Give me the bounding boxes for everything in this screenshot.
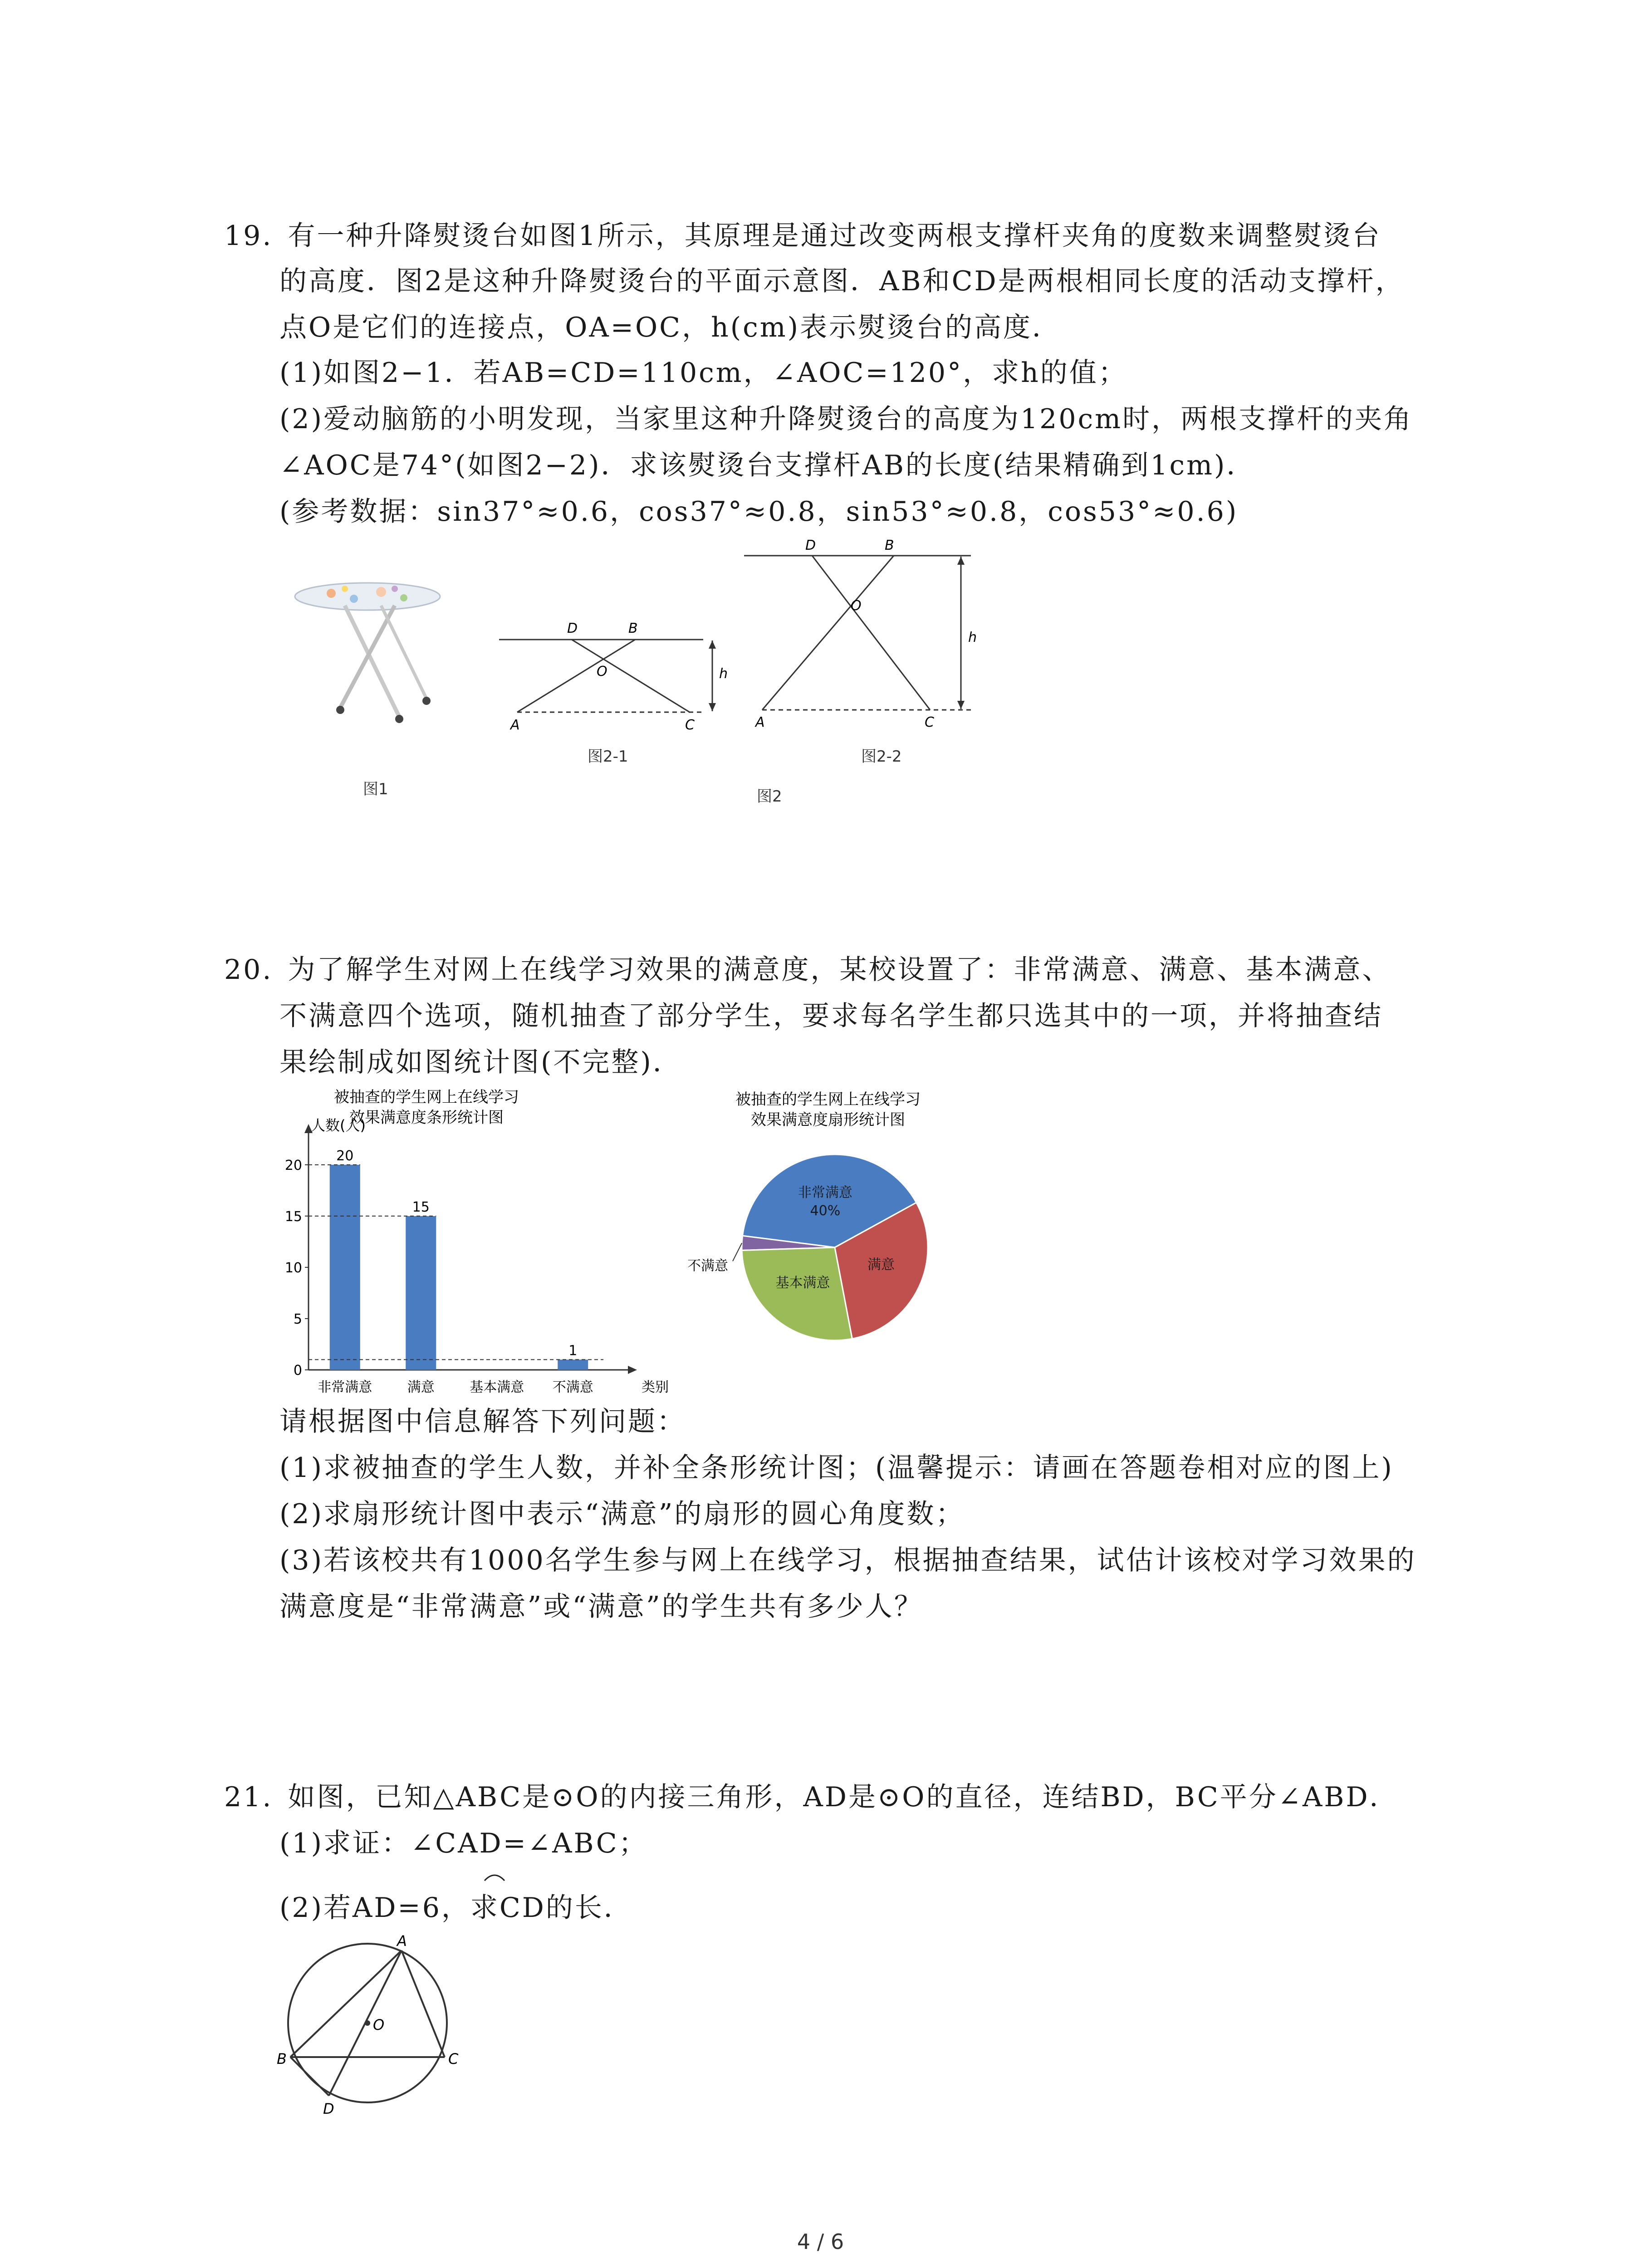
q20-line-2: 不满意四个选项，随机抽查了部分学生，要求每名学生都只选其中的一项，并将抽查结 <box>279 1000 1383 1032</box>
q20-after-line-1: 请根据图中信息解答下列问题： <box>279 1406 686 1437</box>
pie-chart-subtitle: 效果满意度扇形统计图 <box>751 1111 905 1129</box>
point-D-label: D <box>323 2100 334 2117</box>
q19-line-5: (2)爱动脑筋的小明发现，当家里这种升降熨烫台的高度为120cm时，两根支撑杆的夹角 <box>279 403 1413 435</box>
pie-label: 满意 <box>867 1257 895 1273</box>
bar-chart-title: 被抽查的学生网上在线学习 <box>334 1088 519 1106</box>
point-O-label: O <box>851 598 862 614</box>
figure-2-1-diagram <box>490 608 744 735</box>
q20-after-line-3: (2)求扇形统计图中表示“满意”的扇形的圆心角度数； <box>279 1498 965 1530</box>
point-D-label: D <box>567 621 578 636</box>
leader-line <box>733 1243 742 1261</box>
figure-2-2-diagram <box>744 535 998 735</box>
y-tick-label: 10 <box>284 1260 302 1276</box>
point-D-label: D <box>805 538 816 553</box>
point-O-label: O <box>597 664 607 679</box>
point-A-label: A <box>755 714 765 730</box>
category-label: 非常满意 <box>318 1379 372 1395</box>
page-number: 4 / 6 <box>797 2229 844 2254</box>
category-label: 基本满意 <box>470 1379 524 1395</box>
q19-line-7: (参考数据：sin37°≈0.6，cos37°≈0.8，sin53°≈0.8，cos53°≈0.6) <box>279 496 1239 528</box>
bar-value-label: 20 <box>336 1148 354 1164</box>
y-tick-label: 0 <box>293 1363 302 1378</box>
y-tick-label: 5 <box>293 1311 302 1327</box>
ironing-board-illustration <box>290 567 454 730</box>
category-label: 不满意 <box>552 1379 593 1395</box>
q20-after-line-4: (3)若该校共有1000名学生参与网上在线学习，根据抽查结果，试估计该校对学习效果的 <box>279 1545 1416 1576</box>
q19-line-6: ∠AOC是74°(如图2−2)．求该熨烫台支撑杆AB的长度(结果精确到1cm)． <box>279 450 1256 481</box>
height-h-label: h <box>719 666 728 682</box>
q19-line-4: (1)如图2−1．若AB=CD=110cm，∠AOC=120°，求h的值； <box>279 357 1127 389</box>
fig21-caption: 图2-1 <box>588 748 628 766</box>
point-O-label: O <box>373 2016 385 2033</box>
x-axis-arrow <box>628 1366 637 1374</box>
bar-1 <box>406 1216 436 1370</box>
fig1-caption: 图1 <box>363 780 388 798</box>
pie-chart-title: 被抽查的学生网上在线学习 <box>735 1090 921 1109</box>
pie-pct-label: 40% <box>810 1203 841 1219</box>
bar-value-label: 15 <box>412 1199 430 1215</box>
q19-line-2: 的高度．图2是这种升降熨烫台的平面示意图．AB和CD是两根相同长度的活动支撑杆， <box>279 265 1405 297</box>
bar-0 <box>330 1165 360 1370</box>
q20-line-1: 20. 为了解学生对网上在线学习效果的满意度，某校设置了：非常满意、满意、基本满意、 <box>224 954 1391 986</box>
bar-value-label: 1 <box>568 1343 578 1359</box>
bar-chart <box>254 1084 669 1411</box>
pie-label: 不满意 <box>687 1258 728 1274</box>
q21-line-2: (1)求证：∠CAD=∠ABC； <box>279 1828 648 1859</box>
q20-after-line-2: (1)求被抽查的学生人数，并补全条形统计图；(温馨提示：请画在答题卷相对应的图上) <box>279 1452 1394 1484</box>
category-label: 满意 <box>407 1379 435 1395</box>
arc-mark <box>481 1869 508 1882</box>
pie-slice-2 <box>742 1247 852 1340</box>
pie-label: 非常满意 <box>798 1185 852 1201</box>
q21-line-3: (2)若AD=6，求CD的长． <box>279 1892 633 1924</box>
point-A-label: A <box>510 717 520 733</box>
point-C-label: C <box>448 2050 459 2068</box>
q19-line-1: 19. 有一种升降熨烫台如图1所示，其原理是通过改变两根支撑杆夹角的度数来调整熨烫台 <box>224 220 1381 252</box>
q20-line-3: 果绘制成如图统计图(不完整)． <box>279 1046 682 1078</box>
circle-diagram <box>272 1928 472 2127</box>
y-tick-label: 20 <box>284 1157 302 1173</box>
y-axis-label: 人数(人) <box>311 1117 366 1134</box>
q21-number: 21. <box>224 1781 273 1813</box>
point-C-label: C <box>685 717 695 733</box>
pie-label: 基本满意 <box>775 1275 830 1291</box>
pie-chart <box>653 1084 980 1374</box>
q19-number: 19. <box>224 220 273 252</box>
bar-3 <box>558 1359 588 1370</box>
height-h-label: h <box>968 630 977 645</box>
fig2-caption: 图2 <box>757 787 782 806</box>
fig22-caption: 图2-2 <box>861 748 902 766</box>
y-tick-label: 15 <box>284 1208 302 1225</box>
point-B-label: B <box>277 2050 287 2068</box>
x-axis-label: 类别 <box>642 1379 669 1395</box>
q20-after-line-5: 满意度是“非常满意”或“满意”的学生共有多少人？ <box>279 1591 923 1623</box>
bar-chart-subtitle: 效果满意度条形统计图 <box>349 1109 504 1127</box>
q21-line-1: 21. 如图，已知△ABC是⊙O的内接三角形，AD是⊙O的直径，连结BD，BC平分∠ABD． <box>224 1781 1399 1813</box>
point-B-label: B <box>885 538 894 553</box>
q20-number: 20. <box>224 954 273 986</box>
point-B-label: B <box>628 621 638 636</box>
point-C-label: C <box>925 714 934 730</box>
q19-line-3: 点O是它们的连接点，OA=OC，h(cm)表示熨烫台的高度． <box>279 312 1062 343</box>
point-A-label: A <box>397 1932 407 1950</box>
